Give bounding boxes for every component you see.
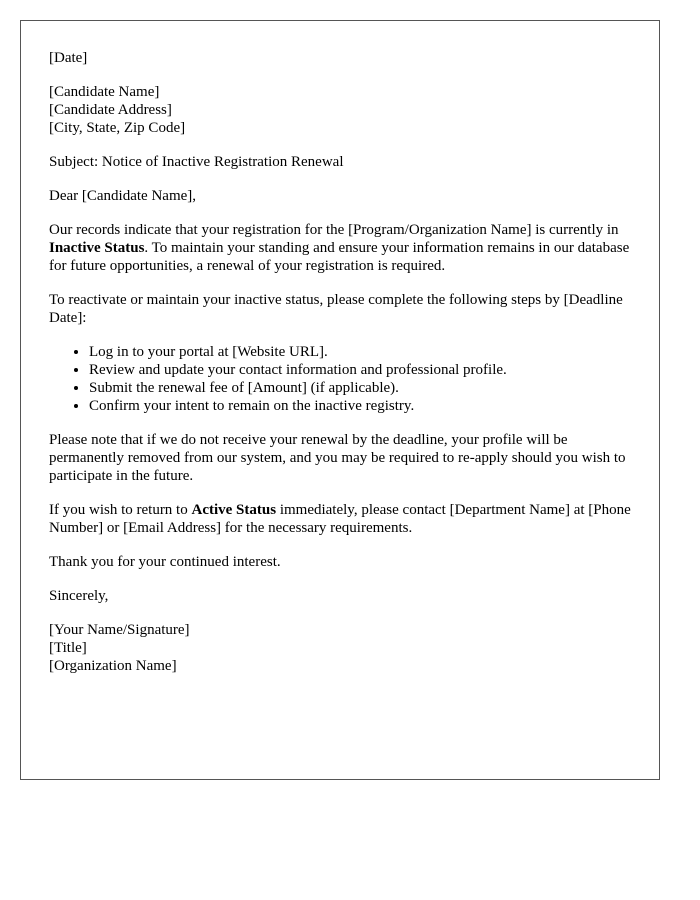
paragraph-active-status — [49, 501, 631, 537]
paragraph4-text-after: immediately, please contact [Department Name] at [Phone Number] or [Email Address] for the necessary requirements. — [49, 502, 631, 536]
letter-salutation: Dear [Candidate Name], — [49, 188, 197, 204]
list-item: • Submit the renewal fee of [Amount] (if applicable). — [89, 379, 631, 397]
closing-thanks: Thank you for your continued interest. — [49, 554, 281, 570]
paragraph-registration-status — [49, 221, 631, 275]
recipient-name: [Candidate Name] — [49, 84, 160, 100]
list-item: • Log in to your portal at [Website URL]. — [89, 343, 631, 361]
inactive-status-emphasis: Inactive Status — [49, 240, 145, 256]
paragraph1-text-after: . To maintain your standing and ensure your information remains in our database for future opportunities, a renewal of your registration is required. — [49, 240, 630, 274]
paragraph-steps-intro: To reactivate or maintain your inactive status, please complete the following steps by [Deadline Date]: — [49, 292, 623, 326]
letter-date: [Date] — [49, 50, 88, 66]
active-status-emphasis: Active Status — [191, 502, 277, 518]
letter-subject: Subject: Notice of Inactive Registration Renewal — [49, 154, 344, 170]
steps-list — [49, 343, 631, 415]
sender-title: [Title] — [49, 640, 87, 656]
paragraph-deadline-warning: Please note that if we do not receive your renewal by the deadline, your profile will be permanently removed from our system, and you may be required to re-apply should you wish to participate in the future. — [49, 432, 626, 484]
recipient-block — [49, 83, 631, 137]
sender-name: [Your Name/Signature] — [49, 622, 190, 638]
list-item: • Confirm your intent to remain on the inactive registry. — [89, 397, 631, 415]
recipient-address: [Candidate Address] — [49, 102, 172, 118]
letter-page — [20, 20, 660, 780]
sender-organization: [Organization Name] — [49, 658, 177, 674]
recipient-city-state-zip: [City, State, Zip Code] — [49, 120, 186, 136]
paragraph4-text-before: If you wish to return to — [49, 502, 192, 518]
letter-signoff: Sincerely, — [49, 588, 109, 604]
paragraph1-text-before: Our records indicate that your registration for the [Program/Organization Name] is currently in — [49, 222, 619, 238]
list-item: • Review and update your contact information and professional profile. — [89, 361, 631, 379]
sender-block — [49, 621, 631, 675]
